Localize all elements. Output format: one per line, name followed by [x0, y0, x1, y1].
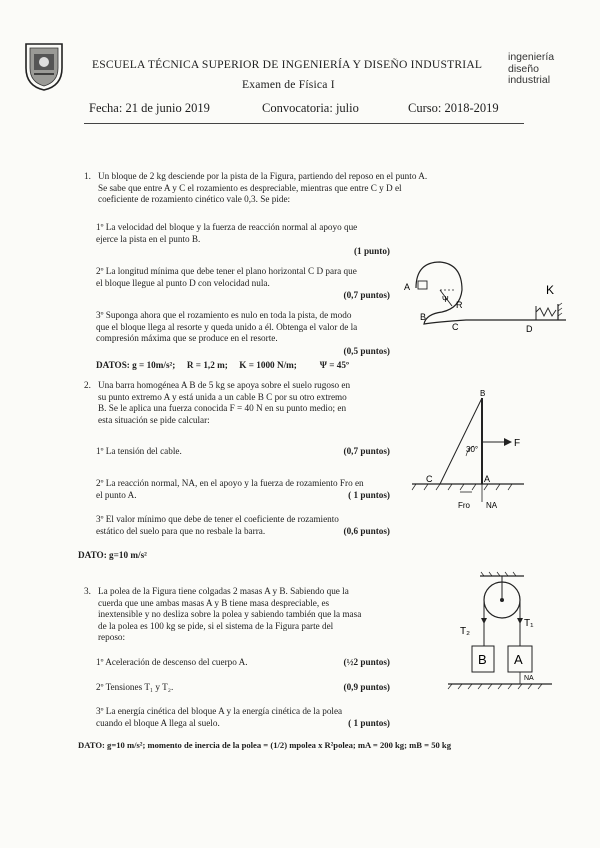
statement-line: coeficiente de rozamiento cinético vale 0,3. Se pide:: [98, 194, 291, 205]
problem-3-statement: [98, 586, 398, 644]
problem-2-statement: [98, 380, 398, 426]
problem-2-part-3-points: (0,6 puntos): [343, 526, 390, 536]
part-line: 3º La energía cinética del bloque A y la energía cinética de la polea: [96, 706, 343, 716]
exam-title: Examen de Física I: [242, 78, 335, 91]
part-line: 2º La reacción normal, NA, en el apoyo y la fuerza de rozamiento Fro en: [96, 478, 364, 488]
fig1-label-psi: Ψ: [442, 295, 449, 304]
statement-line: esta situación se pide calcular:: [98, 414, 210, 425]
statement-line: B. Se le aplica una fuerza conocida F = 40 N en su punto medio; en: [98, 403, 347, 414]
statement-line: su punto extremo A y está unida a un cable B C por su otro extremo: [98, 391, 347, 402]
header-date: Fecha: 21 de junio 2019: [89, 101, 210, 115]
part-line: 2º La longitud mínima que debe tener el plano horizontal C D para que: [96, 266, 357, 276]
part-line: el punto A.: [96, 489, 137, 500]
header-session: Convocatoria: julio: [262, 101, 359, 115]
fig1-label-b: B: [420, 312, 427, 322]
part-line: cuando el bloque A llega al suelo.: [96, 717, 220, 728]
problem-1-part-3: [96, 310, 396, 345]
fig2-label-na: NA: [486, 501, 498, 510]
problem-1-number: 1.: [84, 171, 91, 181]
statement-line: Se sabe que entre A y C el rozamiento es despreciable, mientras que entre C y D el: [98, 182, 402, 193]
problem-3-number: 3.: [84, 586, 91, 596]
problem-1-part-2-points: (0,7 puntos): [343, 290, 390, 300]
statement-line: inextensible y no desliza sobre la polea y sabiendo también que la masa: [98, 609, 362, 620]
problem-2-part-1-points: (0,7 puntos): [343, 446, 390, 456]
part-line: 3º Suponga ahora que el rozamiento es nulo en toda la pista, de modo: [96, 310, 352, 320]
statement-line: de la polea es 100 kg se pide, si el sistema de la Figura parte del: [98, 620, 334, 631]
logo-wordmark: [508, 52, 578, 98]
problem-1-data: DATOS: g = 10m/s²; R = 1,2 m; K = 1000 N/m; Ψ = 45º: [96, 360, 350, 370]
statement-line: Una barra homogénea A B de 5 kg se apoya sobre el suelo rugoso en: [98, 380, 351, 390]
fig1-label-k: K: [546, 283, 555, 297]
problem-2-part-1: 1º La tensión del cable.: [96, 446, 182, 456]
figure-3-pulley: [448, 570, 558, 696]
fig2-label-fro: Fro: [458, 501, 470, 510]
logo-text: ingeniería diseño industrial: [508, 51, 555, 86]
problem-1-part-3-points: (0,5 puntos): [343, 346, 390, 356]
problem-1-statement: [98, 171, 538, 206]
fig2-label-c: C: [426, 474, 433, 484]
header-course: Curso: 2018-2019: [408, 101, 499, 115]
fig3-label-t2: T₂: [460, 626, 470, 637]
statement-line: cuerda que une ambas masas A y B tiene masa despreciable, es: [98, 597, 330, 608]
statement-line: La polea de la Figura tiene colgadas 2 masas A y B. Sabiendo que la: [98, 586, 349, 596]
problem-3-part-3-points: ( 1 puntos): [348, 718, 390, 728]
problem-3-part-1: 1º Aceleración de descenso del cuerpo A.: [96, 657, 248, 667]
problem-2-part-2-points: ( 1 puntos): [348, 490, 390, 500]
school-name: ESCUELA TÉCNICA SUPERIOR DE INGENIERÍA Y DISEÑO INDUSTRIAL: [92, 58, 483, 71]
fig2-label-a: A: [484, 474, 491, 484]
fig2-label-b: B: [480, 389, 486, 398]
problem-1-part-1: [96, 222, 396, 245]
part-line: el bloque llegue al punto D con velocidad nula.: [96, 277, 270, 288]
fig2-label-f: F: [514, 438, 521, 449]
statement-line: Un bloque de 2 kg desciende por la pista de la Figura, partiendo del reposo en el punto A.: [98, 171, 428, 181]
crest-icon: [20, 40, 68, 92]
figure-1-track: [396, 254, 586, 344]
problem-3-part-2: 2º Tensiones T₁ y T₂.: [96, 682, 174, 692]
part-line: 1º La velocidad del bloque y la fuerza de reacción normal al apoyo que: [96, 222, 358, 232]
problem-3-part-1-points: (½2 puntos): [343, 657, 390, 667]
fig1-label-c: C: [452, 322, 459, 332]
problem-1-part-2: [96, 266, 396, 289]
fig3-label-a: A: [514, 652, 523, 667]
header-rule: [84, 123, 524, 124]
figure-2-bar: [412, 389, 532, 512]
fig3-label-na: NA: [524, 675, 534, 682]
fig2-label-angle: 30°: [466, 445, 479, 454]
problem-2-number: 2.: [84, 380, 91, 390]
fig3-label-t1: T₁: [524, 618, 534, 629]
part-line: estático del suelo para que no resbale la barra.: [96, 525, 266, 536]
statement-line: reposo:: [98, 632, 126, 643]
school-crest: [20, 40, 68, 92]
fig1-label-a: A: [404, 282, 411, 292]
problem-3-part-2-points: (0,9 puntos): [343, 682, 390, 692]
problem-2-data: DATO: g=10 m/s²: [78, 550, 147, 560]
part-line: ejerce la pista en el punto B.: [96, 233, 201, 244]
fig1-label-d: D: [526, 324, 533, 334]
part-line: 3º El valor mínimo que debe de tener el coeficiente de rozamiento: [96, 514, 339, 524]
part-line: que el bloque llega al resorte y queda unido a él. Obtenga el valor de la: [96, 321, 358, 332]
problem-1-part-1-points: (1 punto): [354, 246, 390, 256]
fig3-label-b: B: [478, 652, 487, 667]
part-line: compresión máxima que se produce en el resorte.: [96, 333, 278, 344]
problem-3-data: DATO: g=10 m/s²; momento de inercia de la polea = (1/2) mpolea x R²polea; mA = 200 kg; mB = 50 kg: [78, 740, 452, 750]
fig1-label-r: R: [456, 300, 463, 310]
